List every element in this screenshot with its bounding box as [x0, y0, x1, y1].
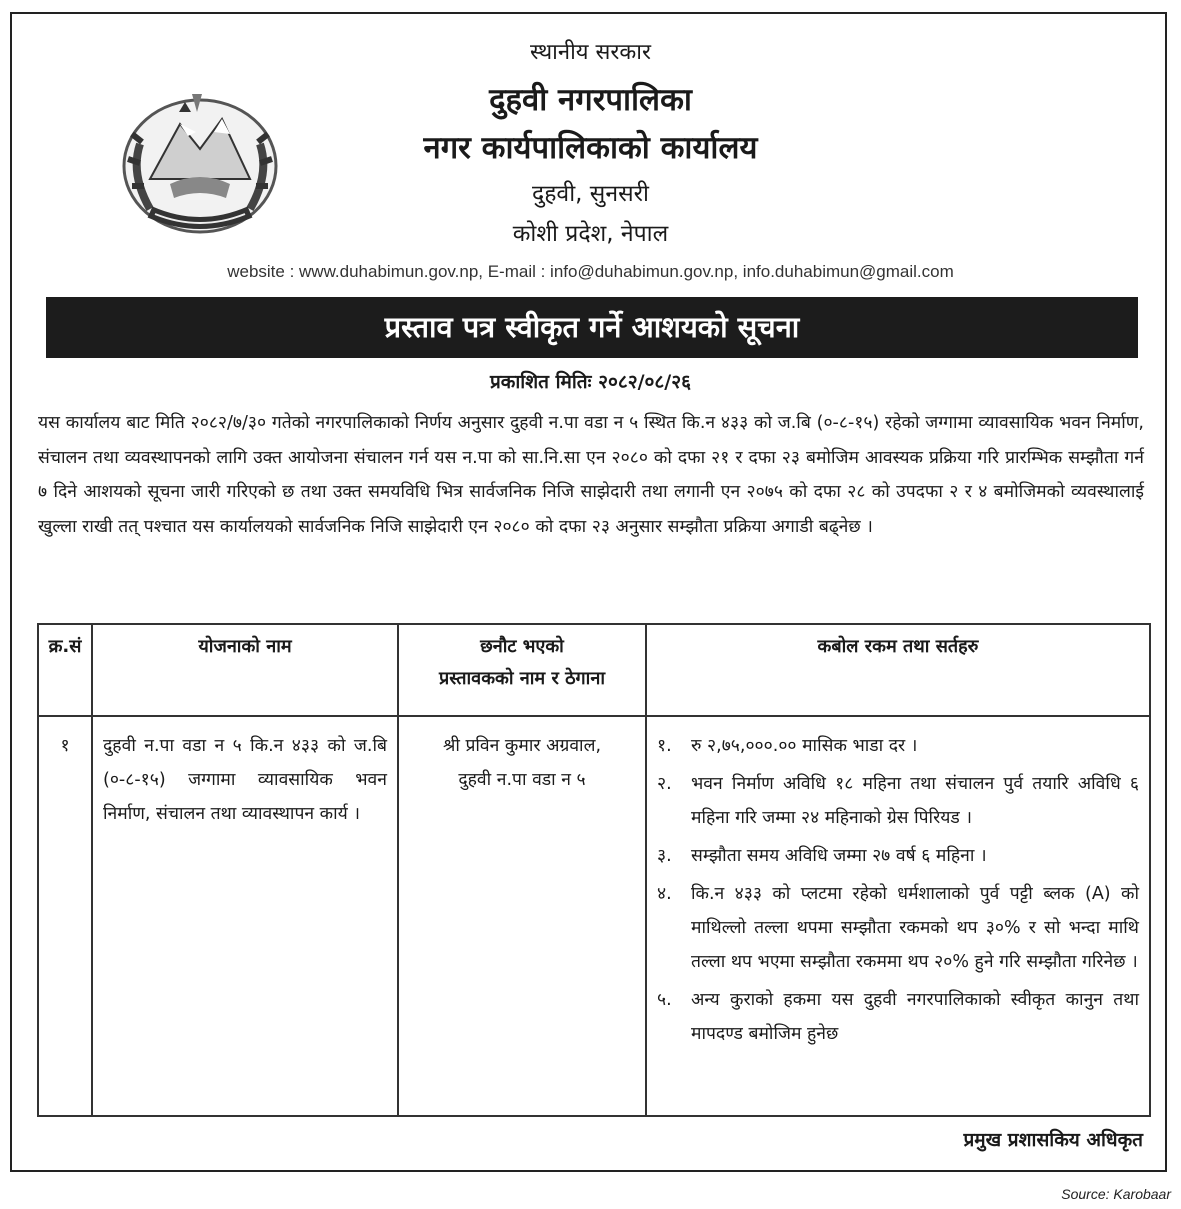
notice-frame	[10, 12, 1167, 1172]
term-item	[657, 839, 1139, 873]
published-date: प्रकाशित मितिः २०८२/०८/२६	[489, 371, 692, 393]
header-project: योजनाको नाम	[92, 624, 398, 716]
term-text: भवन निर्माण अविधि १८ महिना तथा संचालन पुर्व तयारि अविधि ६ महिना गरि जम्मा २४ महिनाको ग्रेस पिरियड ।	[691, 774, 1139, 828]
term-number: २.	[657, 774, 672, 794]
table-row	[38, 716, 1150, 1116]
term-text: रु २,७५,०००.०० मासिक भाडा दर ।	[691, 736, 918, 756]
term-number: ५.	[657, 990, 672, 1010]
table-header-row	[38, 624, 1150, 716]
header-terms: कबोल रकम तथा सर्तहरु	[646, 624, 1150, 716]
row-terms	[646, 716, 1150, 1116]
row-project: दुहवी न.पा वडा न ५ कि.न ४३३ को ज.बि (०-८-१५) जग्गामा व्यावसायिक भवन निर्माण, संचालन तथा व्यावस्थापन कार्य ।	[92, 716, 398, 1116]
district-address: दुहवी, सुनसरी	[531, 181, 650, 207]
notice-body: यस कार्यालय बाट मिति २०८२/७/३० गतेको नगरपालिकाको निर्णय अनुसार दुहवी न.पा वडा न ५ स्थित कि.न ४३३ को ज.बि (०-८-१५) रहेको जग्गामा व्यावसायिक भवन निर्माण, संचालन तथा व्यवस्थापनको लागि उक्त आयोजना संचालन गर्न यस न.पा को सा.नि.सा एन २०८० को दफा २१ र दफा २३ बमोजिम आवस्यक प्रक्रिया गरि प्रारम्भिक सम्झौता गर्न ७ दिने आशयको सूचना जारी गरिएको छ तथा उक्त समयविधि भित्र सार्वजनिक निजि साझेदारी तथा लगानी एन २०७५ को दफा २८ को उपदफा २ र ४ बमोजिमको व्यवस्थालाई खुल्ला राखी तत् पश्चात यस कार्यालयको सार्वजनिक निजि साझेदारी एन २०८० को दफा २३ अनुसार सम्झौता प्रक्रिया अगाडी बढ्नेछ ।	[38, 413, 1144, 537]
term-text: सम्झौता समय अविधि जम्मा २७ वर्ष ६ महिना ।	[691, 846, 987, 866]
municipality-name: दुहवी नगरपालिका	[489, 82, 692, 118]
province-address: कोशी प्रदेश, नेपाल	[512, 221, 669, 247]
header-proposer	[398, 624, 646, 716]
header-sn: क्र.सं	[38, 624, 92, 716]
proposer-name: श्री प्रविन कुमार अग्रवाल,	[442, 736, 602, 756]
header-proposer-line1: छनौट भएको	[480, 636, 564, 657]
office-name: नगर कार्यपालिकाको कार्यालय	[423, 130, 758, 166]
source-credit: Source: Karobaar	[1061, 1186, 1171, 1202]
term-number: ४.	[657, 884, 672, 904]
term-text: कि.न ४३३ को प्लटमा रहेको धर्मशालाको पुर्व पट्टी ब्लक (A) को माथिल्लो तल्ला थपमा सम्झौता रकमको थप ३०% र सो भन्दा माथि तल्ला थप भएमा सम्झौता रकममा थप २०% हुने गरि सम्झौता गरिनेछ ।	[691, 884, 1139, 972]
local-government-label: स्थानीय सरकार	[530, 40, 651, 65]
term-item	[657, 983, 1139, 1051]
term-number: ३.	[657, 846, 672, 866]
term-text: अन्य कुराको हकमा यस दुहवी नगरपालिकाको स्वीकृत कानुन तथा मापदण्ड बमोजिम हुनेछ	[691, 990, 1139, 1044]
term-item	[657, 729, 1139, 763]
term-number: १.	[657, 736, 672, 756]
row-sn: १	[38, 716, 92, 1116]
header-proposer-line2: प्रस्तावकको नाम र ठेगाना	[439, 668, 605, 689]
notice-table	[37, 623, 1151, 1117]
proposer-address: दुहवी न.पा वडा न ५	[458, 770, 586, 790]
contact-line: website : www.duhabimun.gov.np, E-mail : info@duhabimun.gov.np, info.duhabimun@gmail.com	[227, 262, 954, 281]
term-item	[657, 877, 1139, 979]
notice-title-banner: प्रस्ताव पत्र स्वीकृत गर्ने आशयको सूचना	[46, 297, 1138, 358]
terms-list	[657, 729, 1139, 1051]
signatory-title: प्रमुख प्रशासकिय अधिकृत	[963, 1129, 1143, 1151]
term-item	[657, 767, 1139, 835]
row-proposer	[398, 716, 646, 1116]
